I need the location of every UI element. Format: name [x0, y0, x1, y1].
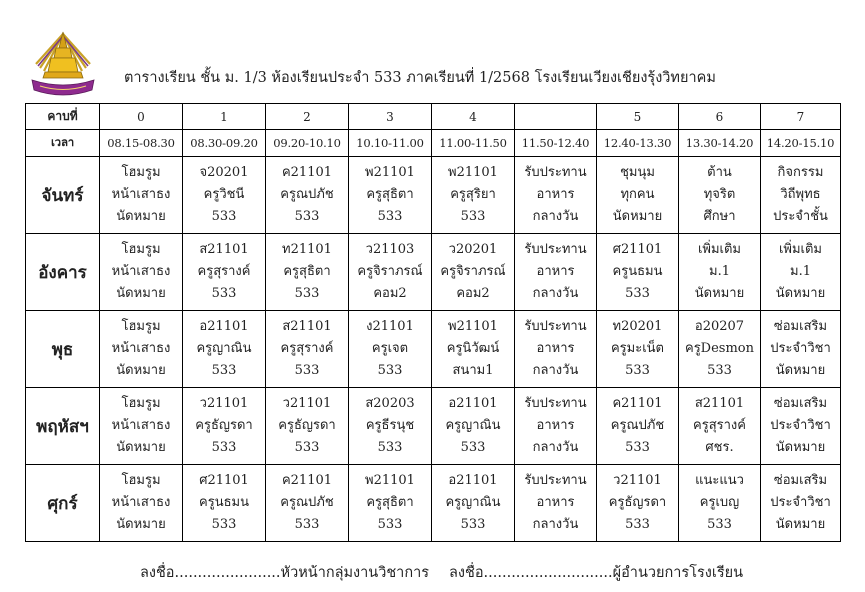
school-emblem-icon [26, 26, 100, 98]
class-cell-line: กลางวัน [532, 440, 579, 455]
class-cell-line: อ21101 [448, 396, 498, 411]
class-cell-line: แนะแนว [695, 473, 744, 488]
class-cell [266, 311, 349, 388]
class-cell-line: 533 [294, 440, 320, 455]
day-name: พุธ [26, 311, 100, 388]
class-cell-line: อ21101 [199, 319, 249, 334]
period-number: 1 [183, 104, 266, 130]
class-cell-line: รับประทาน [524, 242, 587, 257]
class-cell-line: คอม2 [456, 286, 490, 301]
class-cell [100, 311, 183, 388]
class-cell [349, 157, 432, 234]
signature-director: ลงชื่อ............................ผู้อำนวยการโรงเรียน [449, 565, 744, 581]
class-cell-line: ครูธัญรดา [195, 418, 253, 433]
class-cell-line: ครูนิวัฒน์ [446, 341, 500, 356]
class-cell-line: ซ่อมเสริม [773, 473, 828, 488]
class-cell-line: ชุมนุม [620, 165, 655, 180]
class-cell [515, 388, 597, 465]
class-cell-line: กลางวัน [532, 363, 579, 378]
class-cell-line: ครูวิชนี [203, 187, 245, 202]
class-cell-line: โฮมรูม [121, 242, 161, 257]
class-cell-line: ว21103 [365, 242, 415, 257]
class-cell [597, 234, 679, 311]
class-cell [266, 157, 349, 234]
class-cell [515, 465, 597, 542]
class-cell-line: 533 [625, 440, 650, 455]
class-cell-line: ซ่อมเสริม [773, 319, 828, 334]
class-cell [100, 388, 183, 465]
class-cell-line: ทุกคน [620, 187, 655, 202]
class-cell-line: 533 [211, 286, 237, 301]
period-header-row [26, 104, 841, 130]
class-cell [266, 234, 349, 311]
class-cell [183, 234, 266, 311]
class-cell-line: คอม2 [373, 286, 407, 301]
class-cell-line: 533 [211, 209, 237, 224]
class-cell [183, 465, 266, 542]
class-cell-line: วิถีพุทธ [780, 187, 821, 202]
class-cell-line: นัดหมาย [775, 440, 826, 455]
class-cell-line: กลางวัน [532, 517, 579, 532]
time-row [26, 130, 841, 157]
class-cell-line: เพิ่มเติม [697, 242, 742, 257]
class-cell [597, 388, 679, 465]
class-cell [679, 311, 761, 388]
class-cell-line: ส21101 [199, 242, 249, 257]
class-cell-line: ประจำชั้น [773, 209, 828, 224]
class-cell-line: รับประทาน [524, 319, 587, 334]
class-cell-line: นัดหมาย [116, 363, 166, 378]
class-cell-line: ว21101 [282, 396, 332, 411]
class-cell-line: หน้าเสาธง [111, 418, 171, 433]
class-cell-line: ครูญาณิน [445, 495, 501, 510]
class-cell [100, 234, 183, 311]
class-cell [515, 311, 597, 388]
class-cell-line: ครูญาณิน [445, 418, 501, 433]
class-cell [761, 388, 841, 465]
class-cell-line: ส21101 [282, 319, 332, 334]
time-slot: 13.30-14.20 [679, 130, 761, 157]
class-cell-line: ประจำวิชา [770, 495, 831, 510]
class-cell-line: อาหาร [536, 187, 575, 202]
class-cell-line: ครูญาณิน [196, 341, 252, 356]
class-cell-line: นัดหมาย [116, 517, 166, 532]
day-row [26, 465, 841, 542]
class-cell-line: กลางวัน [532, 209, 579, 224]
time-slot: 10.10-11.00 [349, 130, 432, 157]
class-cell-line: นัดหมาย [116, 286, 166, 301]
class-cell [432, 311, 515, 388]
class-cell-line: พ21101 [365, 165, 415, 180]
class-cell-line: ว20201 [448, 242, 498, 257]
class-cell-line: กิจกรรม [777, 165, 824, 180]
class-cell [761, 234, 841, 311]
day-row [26, 234, 841, 311]
class-cell-line: ครูธัญรดา [278, 418, 336, 433]
period-number: 6 [679, 104, 761, 130]
class-cell [761, 311, 841, 388]
class-cell-line: ครูสุรางค์ [693, 418, 746, 433]
class-cell-line: ครูธีรนุช [365, 418, 415, 433]
time-slot: 08.15-08.30 [100, 130, 183, 157]
class-cell [100, 157, 183, 234]
class-cell-line: อ21101 [448, 473, 498, 488]
class-cell [432, 388, 515, 465]
class-cell-line: ศ21101 [199, 473, 249, 488]
class-cell [349, 311, 432, 388]
day-name: ศุกร์ [26, 465, 100, 542]
class-cell-line: ประจำวิชา [770, 341, 831, 356]
class-cell-line: อาหาร [536, 341, 575, 356]
class-cell-line: ง21101 [366, 319, 414, 334]
class-cell-line: นัดหมาย [612, 209, 663, 224]
class-cell-line: ซ่อมเสริม [773, 396, 828, 411]
class-cell-line: ครูสุริยา [450, 187, 496, 202]
class-cell [183, 388, 266, 465]
class-cell-line: ศึกษา [703, 209, 736, 224]
class-cell [349, 465, 432, 542]
signature-academic-head: ลงชื่อ.......................หัวหน้ากลุ่มงานวิชาการ [140, 565, 430, 581]
class-cell [515, 157, 597, 234]
time-slot: 08.30-09.20 [183, 130, 266, 157]
class-cell-line: นัดหมาย [775, 363, 826, 378]
class-cell-line: 533 [625, 286, 650, 301]
class-cell-line: นัดหมาย [116, 209, 166, 224]
class-cell-line: พ21101 [365, 473, 415, 488]
timetable [25, 103, 841, 542]
class-cell-line: อาหาร [536, 418, 575, 433]
class-cell-line: 533 [460, 517, 486, 532]
class-cell-line: นัดหมาย [775, 286, 826, 301]
class-cell [432, 157, 515, 234]
time-slot: 11.00-11.50 [432, 130, 515, 157]
class-cell-line: ครูสุรางค์ [280, 341, 334, 356]
class-cell [679, 465, 761, 542]
class-cell [266, 388, 349, 465]
class-cell-line: โฮมรูม [121, 165, 161, 180]
class-cell-line: ครูสุธิตา [366, 495, 414, 510]
class-cell-line: ศ21101 [612, 242, 663, 257]
class-cell-line: ครูDesmon [685, 341, 754, 356]
class-cell-line: เพิ่มเติม [778, 242, 823, 257]
class-cell-line: ครูณปภัช [610, 418, 665, 433]
class-cell-line: นัดหมาย [694, 286, 745, 301]
period-number [515, 104, 597, 130]
class-cell-line: หน้าเสาธง [111, 187, 171, 202]
class-cell-line: ครูณปภัช [280, 187, 334, 202]
day-row [26, 157, 841, 234]
class-cell-line: ประจำวิชา [770, 418, 831, 433]
class-cell-line: ครูณปภัช [280, 495, 334, 510]
class-cell-line: 533 [377, 517, 403, 532]
class-cell [349, 388, 432, 465]
class-cell-line: 533 [294, 209, 320, 224]
class-cell-line: รับประทาน [524, 396, 587, 411]
time-slot: 14.20-15.10 [761, 130, 841, 157]
class-cell-line: 533 [377, 363, 403, 378]
class-cell-line: รับประทาน [524, 473, 587, 488]
class-cell-line: ค21101 [281, 473, 333, 488]
class-cell [183, 311, 266, 388]
class-cell-line: ครูจิราภรณ์ [440, 264, 506, 279]
class-cell-line: ครูเจต [371, 341, 409, 356]
class-cell-line: กลางวัน [532, 286, 579, 301]
period-number: 0 [100, 104, 183, 130]
class-cell [761, 465, 841, 542]
class-cell-line: 533 [707, 517, 732, 532]
class-cell-line: สนาม1 [452, 363, 494, 378]
class-cell [597, 465, 679, 542]
class-cell [679, 234, 761, 311]
class-cell [432, 234, 515, 311]
time-slot: 11.50-12.40 [515, 130, 597, 157]
period-label: คาบที่ [26, 104, 100, 130]
class-cell-line: 533 [294, 363, 320, 378]
time-slot: 12.40-13.30 [597, 130, 679, 157]
class-cell-line: ครูเบญ [699, 495, 740, 510]
class-cell-line: โฮมรูม [121, 473, 161, 488]
class-cell-line: ครูธัญรดา [608, 495, 667, 510]
class-cell-line: ครูสุรางค์ [197, 264, 251, 279]
day-row [26, 311, 841, 388]
time-label: เวลา [26, 130, 100, 157]
class-cell-line: 533 [211, 517, 237, 532]
period-number: 2 [266, 104, 349, 130]
class-cell-line: โฮมรูม [121, 319, 161, 334]
class-cell-line: ค21101 [612, 396, 663, 411]
class-cell-line: จ20201 [199, 165, 249, 180]
class-cell-line: อ20207 [694, 319, 745, 334]
class-cell-line: ส21101 [694, 396, 745, 411]
class-cell-line: หน้าเสาธง [111, 341, 171, 356]
period-number: 4 [432, 104, 515, 130]
signature-line [140, 561, 743, 584]
class-cell-line: ม.1 [790, 264, 811, 279]
class-cell-line: ค21101 [281, 165, 333, 180]
class-cell-line: หน้าเสาธง [111, 264, 171, 279]
class-cell-line: ครูมะเน็ต [610, 341, 664, 356]
class-cell-line: พ21101 [448, 165, 498, 180]
class-cell [761, 157, 841, 234]
class-cell [597, 311, 679, 388]
class-cell-line: ต้าน [707, 165, 732, 180]
class-cell-line: พ21101 [448, 319, 498, 334]
class-cell-line: นัดหมาย [775, 517, 826, 532]
class-cell-line: 533 [211, 363, 237, 378]
class-cell-line: ศชร. [705, 440, 734, 455]
class-cell [266, 465, 349, 542]
class-cell-line: 533 [294, 286, 320, 301]
class-cell-line: รับประทาน [524, 165, 587, 180]
class-cell-line: ครูนธมน [199, 495, 249, 510]
class-cell-line: ครูจิราภรณ์ [357, 264, 423, 279]
class-cell-line: 533 [460, 209, 486, 224]
period-number: 7 [761, 104, 841, 130]
period-number: 5 [597, 104, 679, 130]
class-cell-line: 533 [294, 517, 320, 532]
class-cell-line: ท20201 [612, 319, 663, 334]
day-name: พฤหัสฯ [26, 388, 100, 465]
class-cell-line: ครูนธมน [612, 264, 663, 279]
class-cell-line: อาหาร [536, 264, 575, 279]
class-cell-line: อาหาร [536, 495, 575, 510]
class-cell-line: ม.1 [709, 264, 730, 279]
class-cell [679, 388, 761, 465]
class-cell-line: ครูสุธิตา [283, 264, 331, 279]
day-row [26, 388, 841, 465]
class-cell [432, 465, 515, 542]
class-cell-line: หน้าเสาธง [111, 495, 171, 510]
class-cell-line: 533 [377, 440, 403, 455]
class-cell [100, 465, 183, 542]
class-cell [679, 157, 761, 234]
time-slot: 09.20-10.10 [266, 130, 349, 157]
class-cell-line: ว21101 [613, 473, 662, 488]
class-cell-line: 533 [707, 363, 732, 378]
class-cell-line: ท21101 [282, 242, 332, 257]
class-cell-line: 533 [625, 363, 650, 378]
class-cell [349, 234, 432, 311]
day-name: อังคาร [26, 234, 100, 311]
class-cell [183, 157, 266, 234]
class-cell [515, 234, 597, 311]
class-cell-line: ทุจริต [703, 187, 736, 202]
class-cell-line: โฮมรูม [121, 396, 161, 411]
class-cell-line: 533 [377, 209, 403, 224]
page-title: ตารางเรียน ชั้น ม. 1/3 ห้องเรียนประจำ 533 ภาคเรียนที่ 1/2568 โรงเรียนเวียงเชียงรุ้งวิทยาคม [124, 70, 716, 86]
class-cell-line: ครูสุธิตา [366, 187, 414, 202]
class-cell-line: 533 [625, 517, 650, 532]
class-cell-line: ส20203 [365, 396, 415, 411]
class-cell [597, 157, 679, 234]
day-name: จันทร์ [26, 157, 100, 234]
class-cell-line: 533 [460, 440, 486, 455]
class-cell-line: นัดหมาย [116, 440, 166, 455]
period-number: 3 [349, 104, 432, 130]
class-cell-line: 533 [211, 440, 237, 455]
class-cell-line: ว21101 [199, 396, 249, 411]
